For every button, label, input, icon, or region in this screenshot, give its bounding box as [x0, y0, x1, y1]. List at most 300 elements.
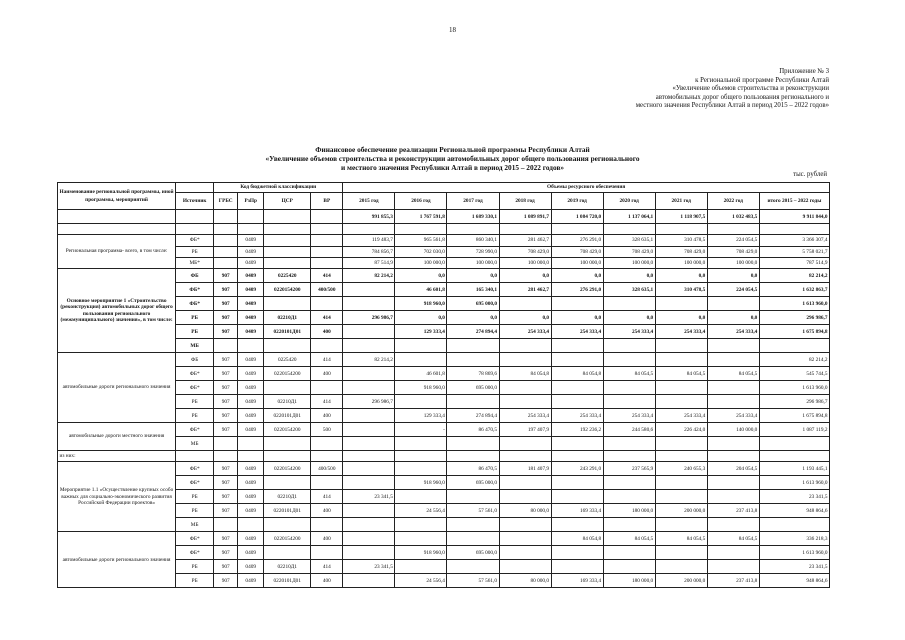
table-cell: 296 986,7	[759, 311, 829, 325]
table-cell	[395, 518, 447, 532]
table-cell: 84 054,5	[603, 532, 655, 546]
table-cell	[343, 224, 395, 235]
title-line: «Увеличение объемов строительства и реконструкции автомобильных дорог общего пользования регионального	[265, 154, 640, 163]
table-cell	[707, 451, 759, 462]
table-cell: 24 556,4	[395, 504, 447, 518]
table-cell	[447, 395, 499, 409]
table-cell: 9 911 844,0	[759, 210, 829, 224]
table-cell	[395, 451, 447, 462]
table-cell: 181 407,9	[499, 462, 551, 476]
table-cell	[499, 437, 551, 451]
header-year: 2016 год	[395, 193, 447, 210]
financing-table	[57, 182, 830, 588]
table-cell: 0,0	[499, 269, 551, 283]
source-cell: РБ	[176, 504, 214, 518]
table-cell	[603, 560, 655, 574]
table-cell: 46 601,8	[395, 367, 447, 381]
table-row	[58, 269, 830, 283]
document-title	[150, 145, 755, 172]
table-cell: 907	[214, 325, 238, 339]
table-cell: 244 580,6	[603, 423, 655, 437]
table-cell	[707, 490, 759, 504]
table-cell: 400	[311, 504, 343, 518]
source-cell: ФБ*	[176, 546, 214, 560]
table-cell	[264, 257, 311, 268]
table-cell: 0409	[238, 423, 264, 437]
table-cell: 84 054,5	[655, 367, 707, 381]
table-cell: 84 054,5	[707, 532, 759, 546]
header-year: 2015 год	[343, 193, 395, 210]
table-cell: 414	[311, 490, 343, 504]
table-cell: 0220154200	[264, 367, 311, 381]
table-cell: 400	[311, 574, 343, 588]
appendix-line: «Увеличение объемов строительства и реконструкции	[672, 85, 829, 93]
table-cell: 237 413,8	[707, 504, 759, 518]
table-cell	[264, 235, 311, 246]
table-cell	[343, 339, 395, 353]
table-cell: 708 429,0	[551, 246, 603, 257]
table-cell	[603, 297, 655, 311]
table-cell	[551, 451, 603, 462]
table-cell: 907	[214, 367, 238, 381]
table-cell: 695 000,0	[447, 476, 499, 490]
table-cell	[311, 381, 343, 395]
table-cell	[311, 224, 343, 235]
table-cell	[707, 476, 759, 490]
table-cell: 82 214,2	[343, 269, 395, 283]
table-cell	[238, 518, 264, 532]
source-cell: ФБ*	[176, 423, 214, 437]
table-cell: 224 054,5	[707, 283, 759, 297]
header-csr: ЦСР	[264, 193, 311, 210]
source-cell: РБ	[176, 560, 214, 574]
header-kbk: Код бюджетной классификации	[214, 183, 343, 193]
table-cell: 400	[311, 409, 343, 423]
table-cell	[264, 451, 311, 462]
table-cell	[395, 532, 447, 546]
table-cell	[311, 246, 343, 257]
table-cell: 0409	[238, 257, 264, 268]
table-cell: 180 000,0	[603, 574, 655, 588]
table-cell: 400	[311, 367, 343, 381]
table-cell	[395, 462, 447, 476]
header-source: Источник	[176, 193, 214, 210]
table-cell: 23 341,5	[759, 560, 829, 574]
table-cell	[343, 409, 395, 423]
table-cell	[499, 518, 551, 532]
source-cell: РБ	[176, 246, 214, 257]
table-cell: 24 556,4	[395, 574, 447, 588]
table-cell	[655, 546, 707, 560]
table-cell: 907	[214, 532, 238, 546]
table-cell: 0409	[238, 353, 264, 367]
table-cell	[395, 490, 447, 504]
table-cell	[264, 297, 311, 311]
table-cell	[655, 518, 707, 532]
table-cell: 1 613 960,0	[759, 297, 829, 311]
table-cell: 0225420	[264, 269, 311, 283]
table-cell: 0,0	[707, 311, 759, 325]
table-cell	[499, 476, 551, 490]
table-cell	[214, 437, 238, 451]
table-cell	[264, 224, 311, 235]
table-cell: 907	[214, 311, 238, 325]
table-cell	[447, 339, 499, 353]
table-cell	[551, 518, 603, 532]
table-cell	[311, 257, 343, 268]
table-cell: 296 986,7	[759, 395, 829, 409]
table-cell: 1 613 960,0	[759, 546, 829, 560]
table-cell	[655, 476, 707, 490]
table-cell: 0,0	[551, 311, 603, 325]
table-cell	[655, 395, 707, 409]
table-cell: 0,0	[603, 269, 655, 283]
table-cell: 86 470,5	[447, 423, 499, 437]
table-cell: 204 054,5	[707, 462, 759, 476]
table-cell: 1 193 445,1	[759, 462, 829, 476]
table-cell	[707, 339, 759, 353]
table-cell	[264, 476, 311, 490]
table-cell: 254 333,4	[655, 409, 707, 423]
table-cell	[238, 210, 264, 224]
table-cell: 0220101Д01	[264, 409, 311, 423]
total-row	[58, 210, 830, 224]
table-cell: 0,0	[655, 311, 707, 325]
table-cell	[603, 395, 655, 409]
table-cell: 414	[311, 560, 343, 574]
table-cell: 0,0	[499, 311, 551, 325]
table-cell	[499, 381, 551, 395]
header-grbs: ГРБС	[214, 193, 238, 210]
table-cell	[759, 518, 829, 532]
table-cell	[447, 490, 499, 504]
table-cell: 0409	[238, 504, 264, 518]
source-cell: РБ	[176, 325, 214, 339]
table-cell	[214, 246, 238, 257]
table-cell: 276 291,0	[551, 283, 603, 297]
table-cell: 948 864,6	[759, 574, 829, 588]
table-cell	[447, 437, 499, 451]
table-cell: 0225420	[264, 353, 311, 367]
table-cell: 80 000,0	[499, 574, 551, 588]
table-cell: 336 218,3	[759, 532, 829, 546]
table-cell: 3 366 307,4	[759, 235, 829, 246]
source-cell: ФБ*	[176, 283, 214, 297]
row-group-name: Региональная программа- всего, в том числе:	[58, 235, 176, 269]
table-cell: 728 990,0	[447, 246, 499, 257]
table-cell: 787 514,9	[759, 257, 829, 268]
table-cell: 918 960,0	[395, 297, 447, 311]
source-cell: РБ	[176, 409, 214, 423]
table-cell: 254 333,4	[603, 325, 655, 339]
table-cell: 23 341,5	[759, 490, 829, 504]
table-cell	[551, 560, 603, 574]
table-cell	[551, 339, 603, 353]
table-cell	[238, 451, 264, 462]
table-cell	[343, 367, 395, 381]
table-cell: 414	[311, 353, 343, 367]
table-cell: 02210Д1	[264, 490, 311, 504]
appendix-note	[509, 68, 829, 111]
table-cell	[603, 437, 655, 451]
table-cell	[551, 476, 603, 490]
table-cell: 907	[214, 574, 238, 588]
table-cell	[395, 353, 447, 367]
table-cell	[343, 476, 395, 490]
table-cell: 708 429,0	[707, 246, 759, 257]
table-cell: 0220101Д01	[264, 504, 311, 518]
table-cell: 197 407,9	[499, 423, 551, 437]
source-cell: ФБ*	[176, 462, 214, 476]
table-cell: 965 561,8	[395, 235, 447, 246]
source-cell: РБ	[176, 395, 214, 409]
table-cell: 695 000,0	[447, 546, 499, 560]
table-cell	[447, 224, 499, 235]
title-line: и местного значения Республики Алтай в период 2015 – 2022 годов»	[340, 163, 565, 172]
table-cell	[499, 224, 551, 235]
table-cell: 0,0	[707, 269, 759, 283]
table-cell	[238, 339, 264, 353]
table-cell: 192 236,2	[551, 423, 603, 437]
table-cell	[551, 490, 603, 504]
table-cell: 0409	[238, 269, 264, 283]
table-cell: 907	[214, 283, 238, 297]
table-cell: 310 478,5	[655, 235, 707, 246]
table-cell: 400	[311, 325, 343, 339]
table-cell	[707, 560, 759, 574]
table-cell	[499, 532, 551, 546]
table-cell: 254 333,4	[551, 325, 603, 339]
table-cell: 0409	[238, 381, 264, 395]
table-cell: 0409	[238, 283, 264, 297]
table-cell: 82 214,2	[759, 269, 829, 283]
table-cell: 0220154200	[264, 532, 311, 546]
table-cell	[264, 210, 311, 224]
table-cell: 78 869,6	[447, 367, 499, 381]
table-cell: 0,0	[447, 269, 499, 283]
table-cell	[655, 224, 707, 235]
table-cell	[603, 381, 655, 395]
table-cell: 100 000,0	[707, 257, 759, 268]
units-label: тыс. рублей	[793, 171, 827, 178]
table-cell	[603, 451, 655, 462]
table-cell	[264, 246, 311, 257]
table-cell: 0409	[238, 409, 264, 423]
table-cell	[214, 235, 238, 246]
table-cell: 02210Д1	[264, 395, 311, 409]
table-cell	[311, 235, 343, 246]
table-cell: 907	[214, 490, 238, 504]
table-cell: 82 214,2	[343, 353, 395, 367]
table-cell: 0,0	[395, 311, 447, 325]
table-cell	[551, 297, 603, 311]
table-cell: 165 340,1	[447, 283, 499, 297]
table-cell: 296 986,7	[343, 311, 395, 325]
row-group-name: Мероприятие 1.1 «Осуществление крупных особо важных для социально-экономического развития Российской Федерации проектов»	[58, 462, 176, 532]
table-cell: 1 767 591,8	[395, 210, 447, 224]
table-cell: 274 894,4	[447, 325, 499, 339]
table-row	[58, 462, 830, 476]
table-cell: 328 635,1	[603, 235, 655, 246]
table-cell: 907	[214, 395, 238, 409]
table-cell: 1 632 863,7	[759, 283, 829, 297]
table-cell	[264, 437, 311, 451]
table-cell: 224 054,5	[707, 235, 759, 246]
table-cell	[655, 353, 707, 367]
header-year: 2019 год	[551, 193, 603, 210]
table-cell: 860 340,1	[447, 235, 499, 246]
appendix-line: автомобильных дорог общего пользования регионального и	[655, 93, 829, 101]
table-cell: 226 424,0	[655, 423, 707, 437]
table-cell	[655, 297, 707, 311]
table-cell	[759, 437, 829, 451]
table-cell	[499, 546, 551, 560]
table-cell: 243 291,0	[551, 462, 603, 476]
table-cell	[447, 353, 499, 367]
table-cell	[343, 504, 395, 518]
table-cell	[214, 224, 238, 235]
table-cell	[655, 560, 707, 574]
table-cell: 1 675 894,8	[759, 325, 829, 339]
table-cell: 129 333,4	[395, 409, 447, 423]
header-cell	[176, 183, 214, 193]
table-cell: 0409	[238, 235, 264, 246]
table-cell	[655, 381, 707, 395]
table-cell	[499, 451, 551, 462]
table-cell: 0409	[238, 395, 264, 409]
table-cell: 0409	[238, 367, 264, 381]
table-cell: 0,0	[603, 311, 655, 325]
table-row	[58, 451, 830, 462]
table-cell: 907	[214, 409, 238, 423]
table-cell: 907	[214, 353, 238, 367]
table-cell: 948 864,6	[759, 504, 829, 518]
table-cell: 100 000,0	[447, 257, 499, 268]
table-cell: 86 470,5	[447, 462, 499, 476]
title-line: Финансовое обеспечение реализации Региональной программы Республики Алтай	[315, 145, 590, 154]
header-year: 2018 год	[499, 193, 551, 210]
table-cell: 23 341,5	[343, 560, 395, 574]
table-cell: 400/500	[311, 283, 343, 297]
table-cell	[603, 353, 655, 367]
header-year: 2020 год	[603, 193, 655, 210]
header-year: 2017 год	[447, 193, 499, 210]
table-cell: 281 462,7	[499, 283, 551, 297]
table-cell	[603, 546, 655, 560]
table-cell: 57 561,0	[447, 504, 499, 518]
table-cell	[214, 518, 238, 532]
table-cell	[447, 451, 499, 462]
table-cell	[499, 339, 551, 353]
table-cell: 0409	[238, 297, 264, 311]
source-cell: ФБ*	[176, 235, 214, 246]
source-cell: ФБ*	[176, 297, 214, 311]
row-group-name: автомобильные дороги местного значения	[58, 423, 176, 451]
table-cell	[343, 325, 395, 339]
table-cell	[214, 339, 238, 353]
table-cell: 1 032 483,5	[707, 210, 759, 224]
table-cell	[343, 283, 395, 297]
table-cell	[214, 210, 238, 224]
table-cell: 84 054,5	[655, 532, 707, 546]
table-cell: 907	[214, 297, 238, 311]
header-volumes: Объемы ресурсного обеспечения	[343, 183, 830, 193]
table-cell: 400	[311, 532, 343, 546]
table-cell	[264, 518, 311, 532]
table-cell	[603, 490, 655, 504]
table-cell: -	[395, 423, 447, 437]
table-cell: 237 565,9	[603, 462, 655, 476]
source-cell: РБ	[176, 490, 214, 504]
table-cell: 0220154200	[264, 462, 311, 476]
table-cell	[343, 381, 395, 395]
table-cell	[707, 395, 759, 409]
table-cell	[499, 297, 551, 311]
table-cell: 100 000,0	[395, 257, 447, 268]
table-cell: 0409	[238, 574, 264, 588]
table-cell	[238, 224, 264, 235]
table-cell	[395, 560, 447, 574]
table-cell	[447, 560, 499, 574]
table-cell	[447, 518, 499, 532]
table-cell	[499, 490, 551, 504]
table-cell: 918 960,0	[395, 546, 447, 560]
table-cell: 0220101Д01	[264, 325, 311, 339]
table-cell	[311, 297, 343, 311]
table-cell	[264, 546, 311, 560]
table-cell: 169 333,4	[551, 504, 603, 518]
table-cell: 0409	[238, 476, 264, 490]
table-cell	[264, 339, 311, 353]
table-row	[58, 423, 830, 437]
table-cell: 140 000,0	[707, 423, 759, 437]
table-cell: 87 514,9	[343, 257, 395, 268]
table-cell	[759, 451, 829, 462]
table-cell	[176, 451, 214, 462]
table-cell: 0,0	[655, 269, 707, 283]
table-cell	[499, 353, 551, 367]
table-cell: 254 333,4	[603, 409, 655, 423]
header-name: Наименование региональной программы, иной программы, мероприятий	[58, 183, 176, 210]
table-cell	[395, 395, 447, 409]
table-cell	[311, 476, 343, 490]
table-cell: 84 054,5	[707, 367, 759, 381]
table-cell: 907	[214, 381, 238, 395]
table-cell	[395, 437, 447, 451]
table-cell	[343, 532, 395, 546]
table-cell	[707, 381, 759, 395]
table-cell	[499, 560, 551, 574]
table-cell: 84 054,8	[551, 367, 603, 381]
table-cell: 0220154200	[264, 423, 311, 437]
table-cell: 0,0	[447, 311, 499, 325]
table-cell: 180 000,0	[603, 504, 655, 518]
header-year: 2022 год	[707, 193, 759, 210]
table-cell: 907	[214, 423, 238, 437]
source-cell: ФБ*	[176, 367, 214, 381]
table-cell: 46 601,8	[395, 283, 447, 297]
table-cell: 02210Д1	[264, 560, 311, 574]
table-cell: 0220101Д01	[264, 574, 311, 588]
table-cell	[551, 546, 603, 560]
table-cell: 254 333,4	[707, 325, 759, 339]
table-cell: 0409	[238, 462, 264, 476]
appendix-line: местного значения Республики Алтай в период 2015 – 2022 годов»	[635, 102, 829, 110]
table-cell	[395, 339, 447, 353]
table-cell: 695 000,0	[447, 297, 499, 311]
table-cell: 02210Д1	[264, 311, 311, 325]
table-cell	[343, 574, 395, 588]
